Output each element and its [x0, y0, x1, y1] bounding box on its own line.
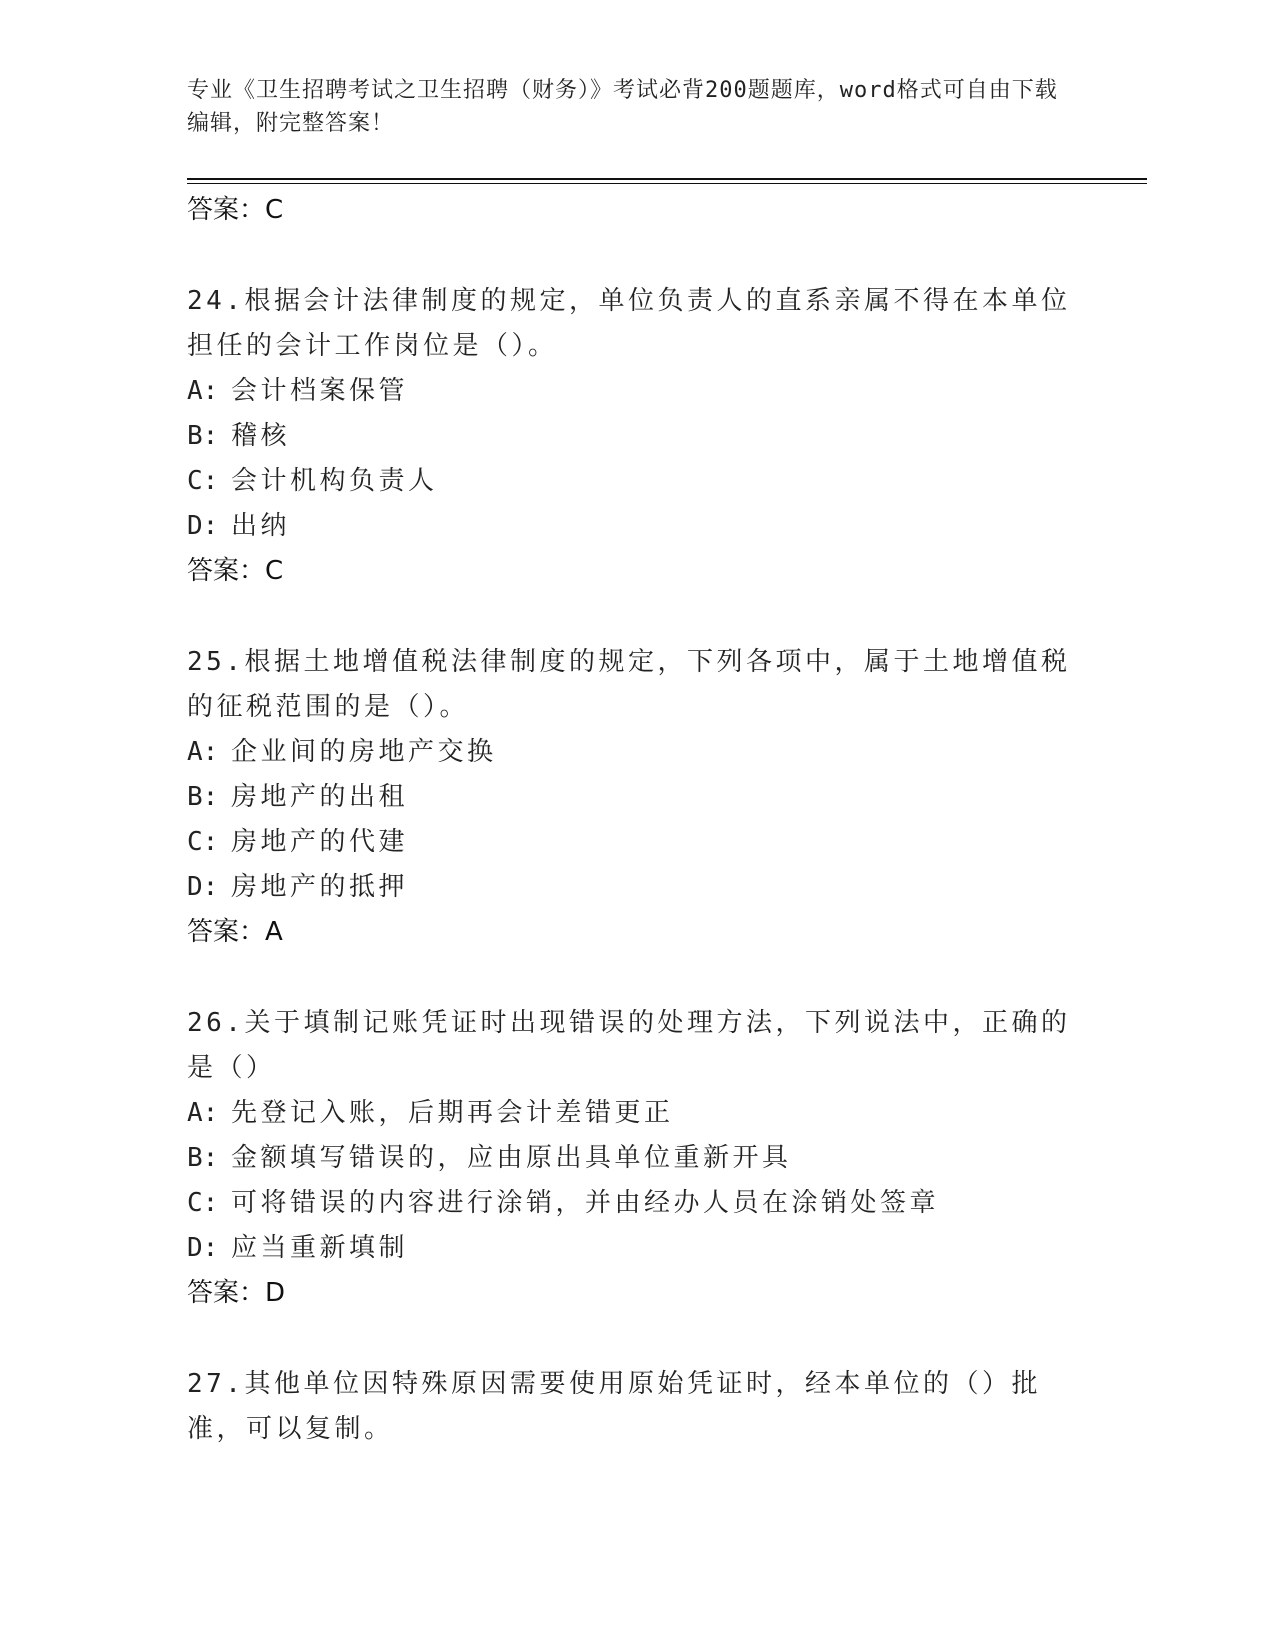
option-label: D:	[187, 1233, 219, 1263]
option-label: A:	[187, 376, 219, 406]
option-text: 房地产的出租	[231, 782, 409, 812]
option-d	[187, 865, 1087, 910]
question-24	[187, 279, 1087, 593]
option-text: 企业间的房地产交换	[231, 737, 497, 767]
option-a	[187, 730, 1087, 775]
question-stem: 26.关于填制记账凭证时出现错误的处理方法，下列说法中，正确的是（）	[187, 1008, 1071, 1083]
option-text: 金额填写错误的，应由原出具单位重新开具	[231, 1143, 792, 1173]
option-label: B:	[187, 421, 219, 451]
option-text: 会计档案保管	[231, 376, 409, 406]
option-c	[187, 459, 1087, 504]
header-rule-thick	[187, 178, 1147, 180]
option-b	[187, 1136, 1087, 1181]
option-b	[187, 414, 1087, 459]
question-stem: 27.其他单位因特殊原因需要使用原始凭证时，经本单位的（）批准，可以复制。	[187, 1369, 1041, 1444]
question-stem: 24.根据会计法律制度的规定，单位负责人的直系亲属不得在本单位担任的会计工作岗位是（）。	[187, 286, 1071, 361]
question-list	[187, 188, 1087, 1452]
option-c	[187, 820, 1087, 865]
option-label: B:	[187, 782, 219, 812]
document-header: 专业《卫生招聘考试之卫生招聘（财务）》考试必背200题题库，word格式可自由下载编辑，附完整答案！	[187, 78, 1058, 136]
option-text: 房地产的代建	[231, 827, 409, 857]
option-label: A:	[187, 737, 219, 767]
option-text: 先登记入账，后期再会计差错更正	[231, 1098, 674, 1128]
answer: 答案：C	[187, 556, 284, 586]
previous-answer: 答案：C	[187, 195, 284, 225]
option-b	[187, 775, 1087, 820]
option-label: D:	[187, 872, 219, 902]
answer: 答案：A	[187, 917, 283, 947]
question-stem: 25.根据土地增值税法律制度的规定，下列各项中，属于土地增值税的征税范围的是（）。	[187, 647, 1071, 722]
option-label: C:	[187, 1188, 219, 1218]
option-a	[187, 1091, 1087, 1136]
answer: 答案：D	[187, 1278, 286, 1308]
option-label: C:	[187, 827, 219, 857]
option-text: 房地产的抵押	[231, 872, 409, 902]
option-a	[187, 369, 1087, 414]
option-d	[187, 1226, 1087, 1271]
option-label: C:	[187, 466, 219, 496]
option-c	[187, 1181, 1087, 1226]
option-d	[187, 504, 1087, 549]
option-text: 可将错误的内容进行涂销，并由经办人员在涂销处签章	[231, 1188, 940, 1218]
option-text: 稽核	[231, 421, 291, 451]
question-25	[187, 640, 1087, 954]
option-text: 会计机构负责人	[231, 466, 438, 496]
option-label: D:	[187, 511, 219, 541]
option-label: B:	[187, 1143, 219, 1173]
header-rule-thin	[187, 183, 1147, 184]
question-27	[187, 1362, 1087, 1452]
question-26	[187, 1001, 1087, 1315]
option-text: 应当重新填制	[231, 1233, 409, 1263]
option-text: 出纳	[231, 511, 291, 541]
option-label: A:	[187, 1098, 219, 1128]
